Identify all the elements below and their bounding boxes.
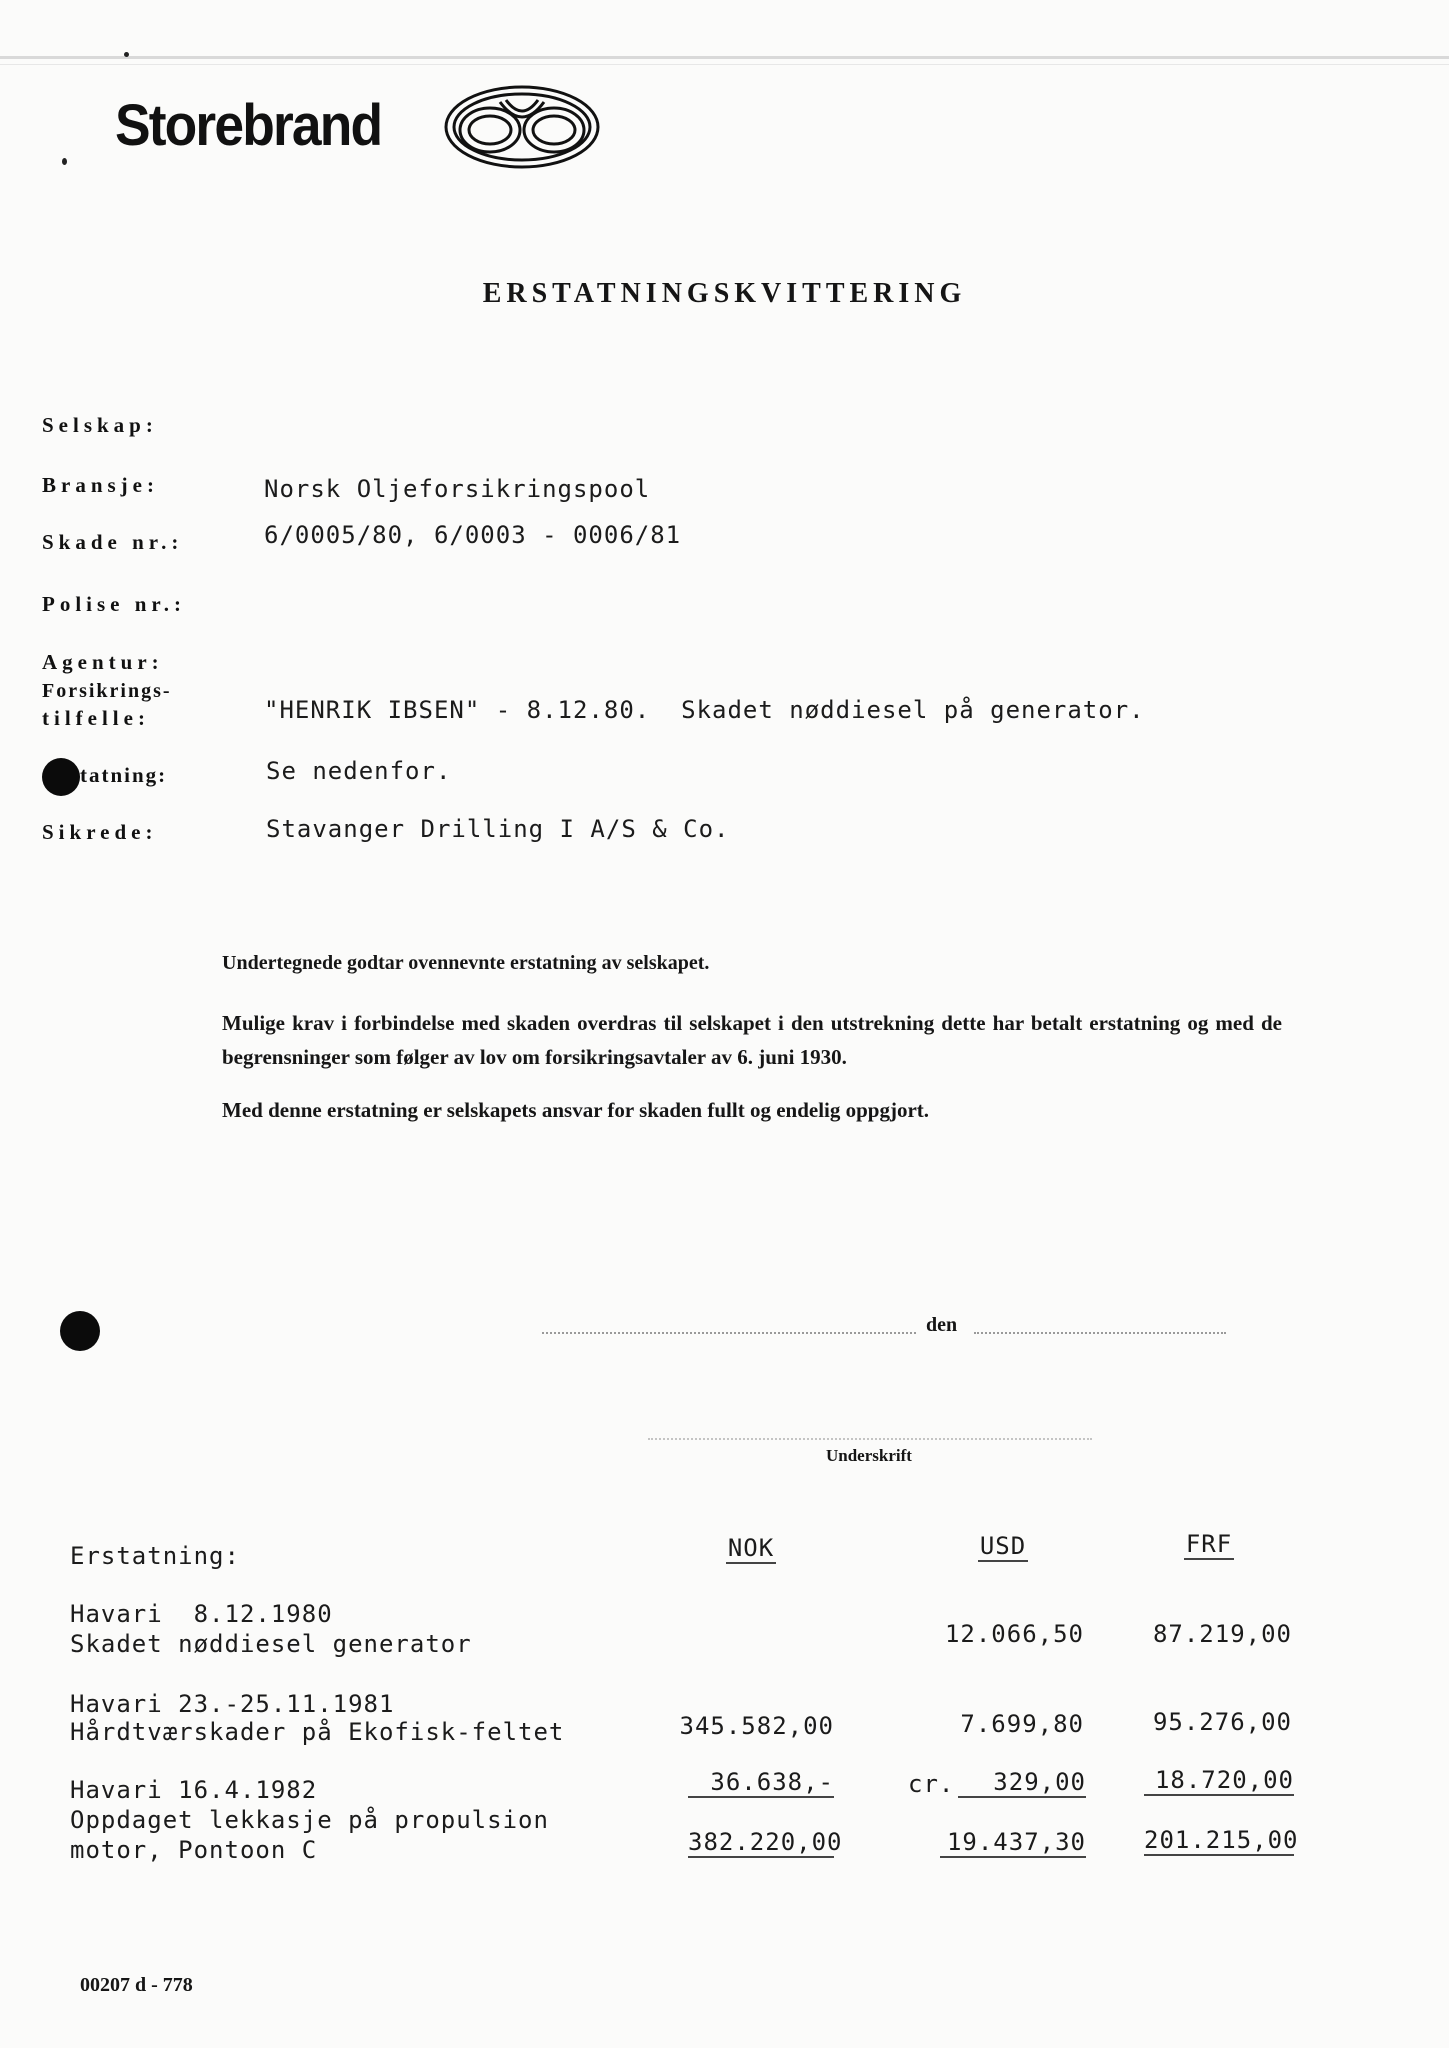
item-3-nok: 36.638,- — [688, 1768, 834, 1798]
punch-hole — [60, 1311, 100, 1351]
field-value-bransje: Norsk Oljeforsikringspool — [264, 475, 651, 503]
item-3-title: Havari 16.4.1982 — [70, 1776, 318, 1804]
currency-header-frf: FRF — [1185, 1530, 1233, 1558]
scan-speck — [124, 52, 129, 57]
field-label-forsikringstilfelle-line1: Forsikrings- — [42, 680, 172, 702]
item-2-title: Havari 23.-25.11.1981 — [70, 1690, 395, 1718]
date-line — [974, 1332, 1226, 1334]
total-nok: 382.220,00 — [688, 1828, 843, 1856]
item-3-frf: 18.720,00 — [1144, 1766, 1294, 1796]
item-2-nok: 345.582,00 — [679, 1712, 834, 1740]
item-3-usd: 329,00 — [958, 1768, 1086, 1798]
signature-label: Underskrift — [826, 1446, 912, 1465]
scan-top-edge — [0, 56, 1449, 59]
field-label-sikrede: Sikrede: — [42, 820, 158, 844]
field-value-skade-nr: 6/0005/80, 6/0003 - 0006/81 — [264, 521, 682, 549]
statement-settlement: Med denne erstatning er selskapets ansvar for skaden fullt og endelig oppgjort. — [222, 1098, 930, 1122]
total-usd: 19.437,30 — [940, 1828, 1086, 1858]
storebrand-knot-icon — [442, 82, 602, 172]
item-1-description: Skadet nøddiesel generator — [70, 1630, 472, 1658]
compensation-heading: Erstatning: — [70, 1542, 240, 1570]
field-label-skade-nr: Skade nr.: — [42, 530, 184, 554]
scan-speck — [62, 158, 67, 165]
date-label: den — [926, 1314, 958, 1336]
item-2-description: Hårdtværskader på Ekofisk-feltet — [70, 1718, 565, 1746]
field-value-sikrede: Stavanger Drilling I A/S & Co. — [266, 815, 730, 843]
item-1-frf: 87.219,00 — [1152, 1620, 1292, 1648]
currency-header-usd: USD — [979, 1532, 1027, 1560]
item-2-usd: 7.699,80 — [960, 1710, 1084, 1738]
item-3-usd-prefix: cr. — [908, 1770, 955, 1798]
field-label-polise-nr: Polise nr.: — [42, 592, 187, 616]
total-description-line2: motor, Pontoon C — [70, 1836, 318, 1864]
item-1-usd: 12.066,50 — [944, 1620, 1084, 1648]
field-label-erstatning: tatning: — [80, 763, 168, 787]
scan-top-edge-faint — [0, 64, 1449, 65]
field-value-forsikringstilfelle: "HENRIK IBSEN" - 8.12.80. Skadet nøddiesel på generator. — [264, 696, 1145, 724]
field-label-agentur: Agentur: — [42, 650, 164, 674]
place-signature-line — [542, 1332, 916, 1334]
document-title: ERSTATNINGSKVITTERING — [482, 278, 967, 309]
settlement-statement — [222, 1098, 1282, 1123]
claims-transfer-statement — [222, 1006, 1282, 1074]
signature-line — [648, 1438, 1092, 1440]
item-2-frf: 95.276,00 — [1152, 1708, 1292, 1736]
currency-header-nok: NOK — [727, 1534, 775, 1562]
item-1-title: Havari 8.12.1980 — [70, 1600, 333, 1628]
statement-acceptance: Undertegnede godtar ovennevnte erstatning av selskapet. — [222, 952, 710, 974]
field-label-bransje: Bransje: — [42, 473, 159, 497]
total-frf: 201.215,00 — [1144, 1826, 1299, 1854]
field-label-forsikringstilfelle-line2: tilfelle: — [42, 706, 150, 730]
field-value-erstatning: Se nedenfor. — [266, 757, 452, 785]
brand-logo-wordmark: Storebrand — [115, 93, 382, 158]
form-number: 00207 d - 778 — [80, 1974, 193, 1996]
punch-hole — [42, 758, 80, 796]
field-label-selskap: Selskap: — [42, 413, 158, 437]
total-description-line1: Oppdaget lekkasje på propulsion — [70, 1806, 549, 1834]
statement-claims-transfer: Mulige krav i forbindelse med skaden overdras til selskapet i den utstrekning dette har betalt erstatning og med de begrensninger som følger av lov om forsikringsavtaler av 6. juni 1930. — [222, 1011, 1282, 1069]
acceptance-statement — [222, 952, 1282, 975]
